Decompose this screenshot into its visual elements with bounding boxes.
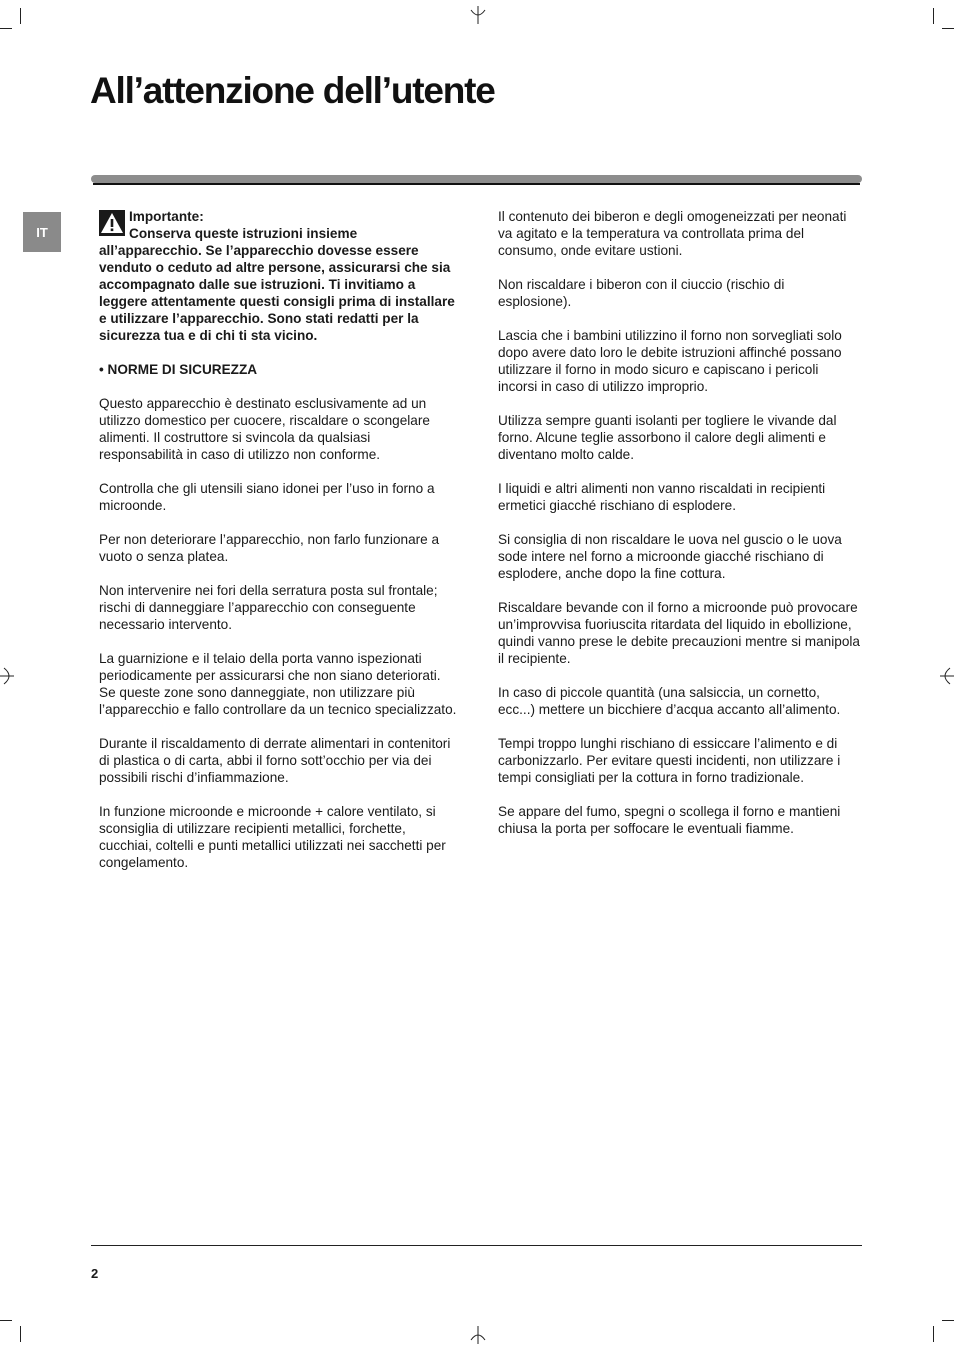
section-heading: • NORME DI SICUREZZA	[99, 362, 258, 377]
paragraph: Il contenuto dei biberon e degli omogeneizzati per neonati va agitato e la temperatura va controllata prima del consumo, onde evitare ustioni.	[498, 209, 847, 258]
left-column	[99, 208, 457, 888]
paragraph: Utilizza sempre guanti isolanti per togliere le vivande dal forno. Alcune teglie assorbono il calore degli alimenti e diventano molto calde.	[498, 413, 837, 462]
paragraph: In caso di piccole quantità (una salsiccia, un cornetto, ecc...) mettere un bicchiere d’acqua accanto all’alimento.	[498, 685, 841, 717]
paragraph: Controlla che gli utensili siano idonei per l’uso in forno a microonde.	[99, 481, 435, 513]
page-number: 2	[91, 1266, 99, 1281]
paragraph: In funzione microonde e microonde + calore ventilato, si sconsiglia di utilizzare recipienti metallici, forchette, cucchiai, coltelli e punti metallici utilizzati nei sacchetti per congelamento.	[99, 804, 446, 870]
warning-triangle-icon	[99, 210, 125, 236]
page-title: All’attenzione dell’utente	[90, 70, 495, 111]
paragraph: Si consiglia di non riscaldare le uova nel guscio o le uova sode intere nel forno a microonde giacché rischiano di esplodere, anche dopo la fine cottura.	[498, 532, 842, 581]
important-label: Importante:	[129, 209, 204, 224]
paragraph: Durante il riscaldamento di derrate alimentari in contenitori di plastica o di carta, abbi il forno sott’occhio per via dei possibili rischi d’infiammazione.	[99, 736, 451, 785]
paragraph: Non riscaldare i biberon con il ciuccio (rischio di esplosione).	[498, 277, 785, 309]
paragraph: La guarnizione e il telaio della porta vanno ispezionati periodicamente per assicurarsi che non siano deteriorati. Se queste zone sono danneggiate, non utilizzare più l’apparecchio e fallo controllare da un tecnico specializzato.	[99, 651, 457, 717]
registration-mark-top	[468, 6, 488, 24]
paragraph: Questo apparecchio è destinato esclusivamente ad un utilizzo domestico per cuocere, riscaldare o scongelare alimenti. Il costruttore si svincola da qualsiasi responsabilità in caso di utilizzo non conforme.	[99, 396, 430, 462]
language-tab: IT	[23, 212, 61, 252]
paragraph: Riscaldare bevande con il forno a microonde può provocare un’improvvisa fuoriuscita ritardata del liquido in ebollizione, quindi vanno prese le debite precauzioni mentre si manipola il recipiente.	[498, 600, 860, 666]
registration-mark-right	[940, 665, 954, 687]
title-divider	[91, 175, 862, 183]
paragraph: Tempi troppo lunghi rischiano di essiccare l’alimento e di carbonizzarlo. Per evitare questi incidenti, non utilizzare i tempi consigliati per la cottura in forno tradizionale.	[498, 736, 841, 785]
important-notice	[99, 208, 457, 344]
paragraph: Lascia che i bambini utilizzino il forno non sorvegliati solo dopo avere dato loro le debite istruzioni affinché possano utilizzare il forno in modo sicuro e capiscano i pericoli incorsi in caso di utilizzo improprio.	[498, 328, 842, 394]
registration-mark-bottom	[468, 1326, 488, 1344]
paragraph: Se appare del fumo, spegni o scollega il forno e mantieni chiusa la porta per soffocare le eventuali fiamme.	[498, 804, 841, 836]
footer-divider	[91, 1245, 862, 1246]
paragraph: Non intervenire nei fori della serratura posta sul frontale; rischi di danneggiare l’apparecchio con conseguente necessario intervento.	[99, 583, 438, 632]
right-column	[498, 208, 860, 854]
registration-mark-left	[0, 665, 14, 687]
important-text: Conserva queste istruzioni insieme all’apparecchio. Se l’apparecchio dovesse essere venduto o ceduto ad altre persone, assicurarsi che sia accompagnato dalle sue istruzioni. Ti invitiamo a leggere attentamente questi consigli prima di installare e utilizzare l’apparecchio. Sono stati redatti per la sicurezza tua e di chi ti sta vicino.	[99, 226, 455, 343]
paragraph: Per non deteriorare l’apparecchio, non farlo funzionare a vuoto o senza platea.	[99, 532, 440, 564]
paragraph: I liquidi e altri alimenti non vanno riscaldati in recipienti ermetici giacché rischiano di esplodere.	[498, 481, 826, 513]
